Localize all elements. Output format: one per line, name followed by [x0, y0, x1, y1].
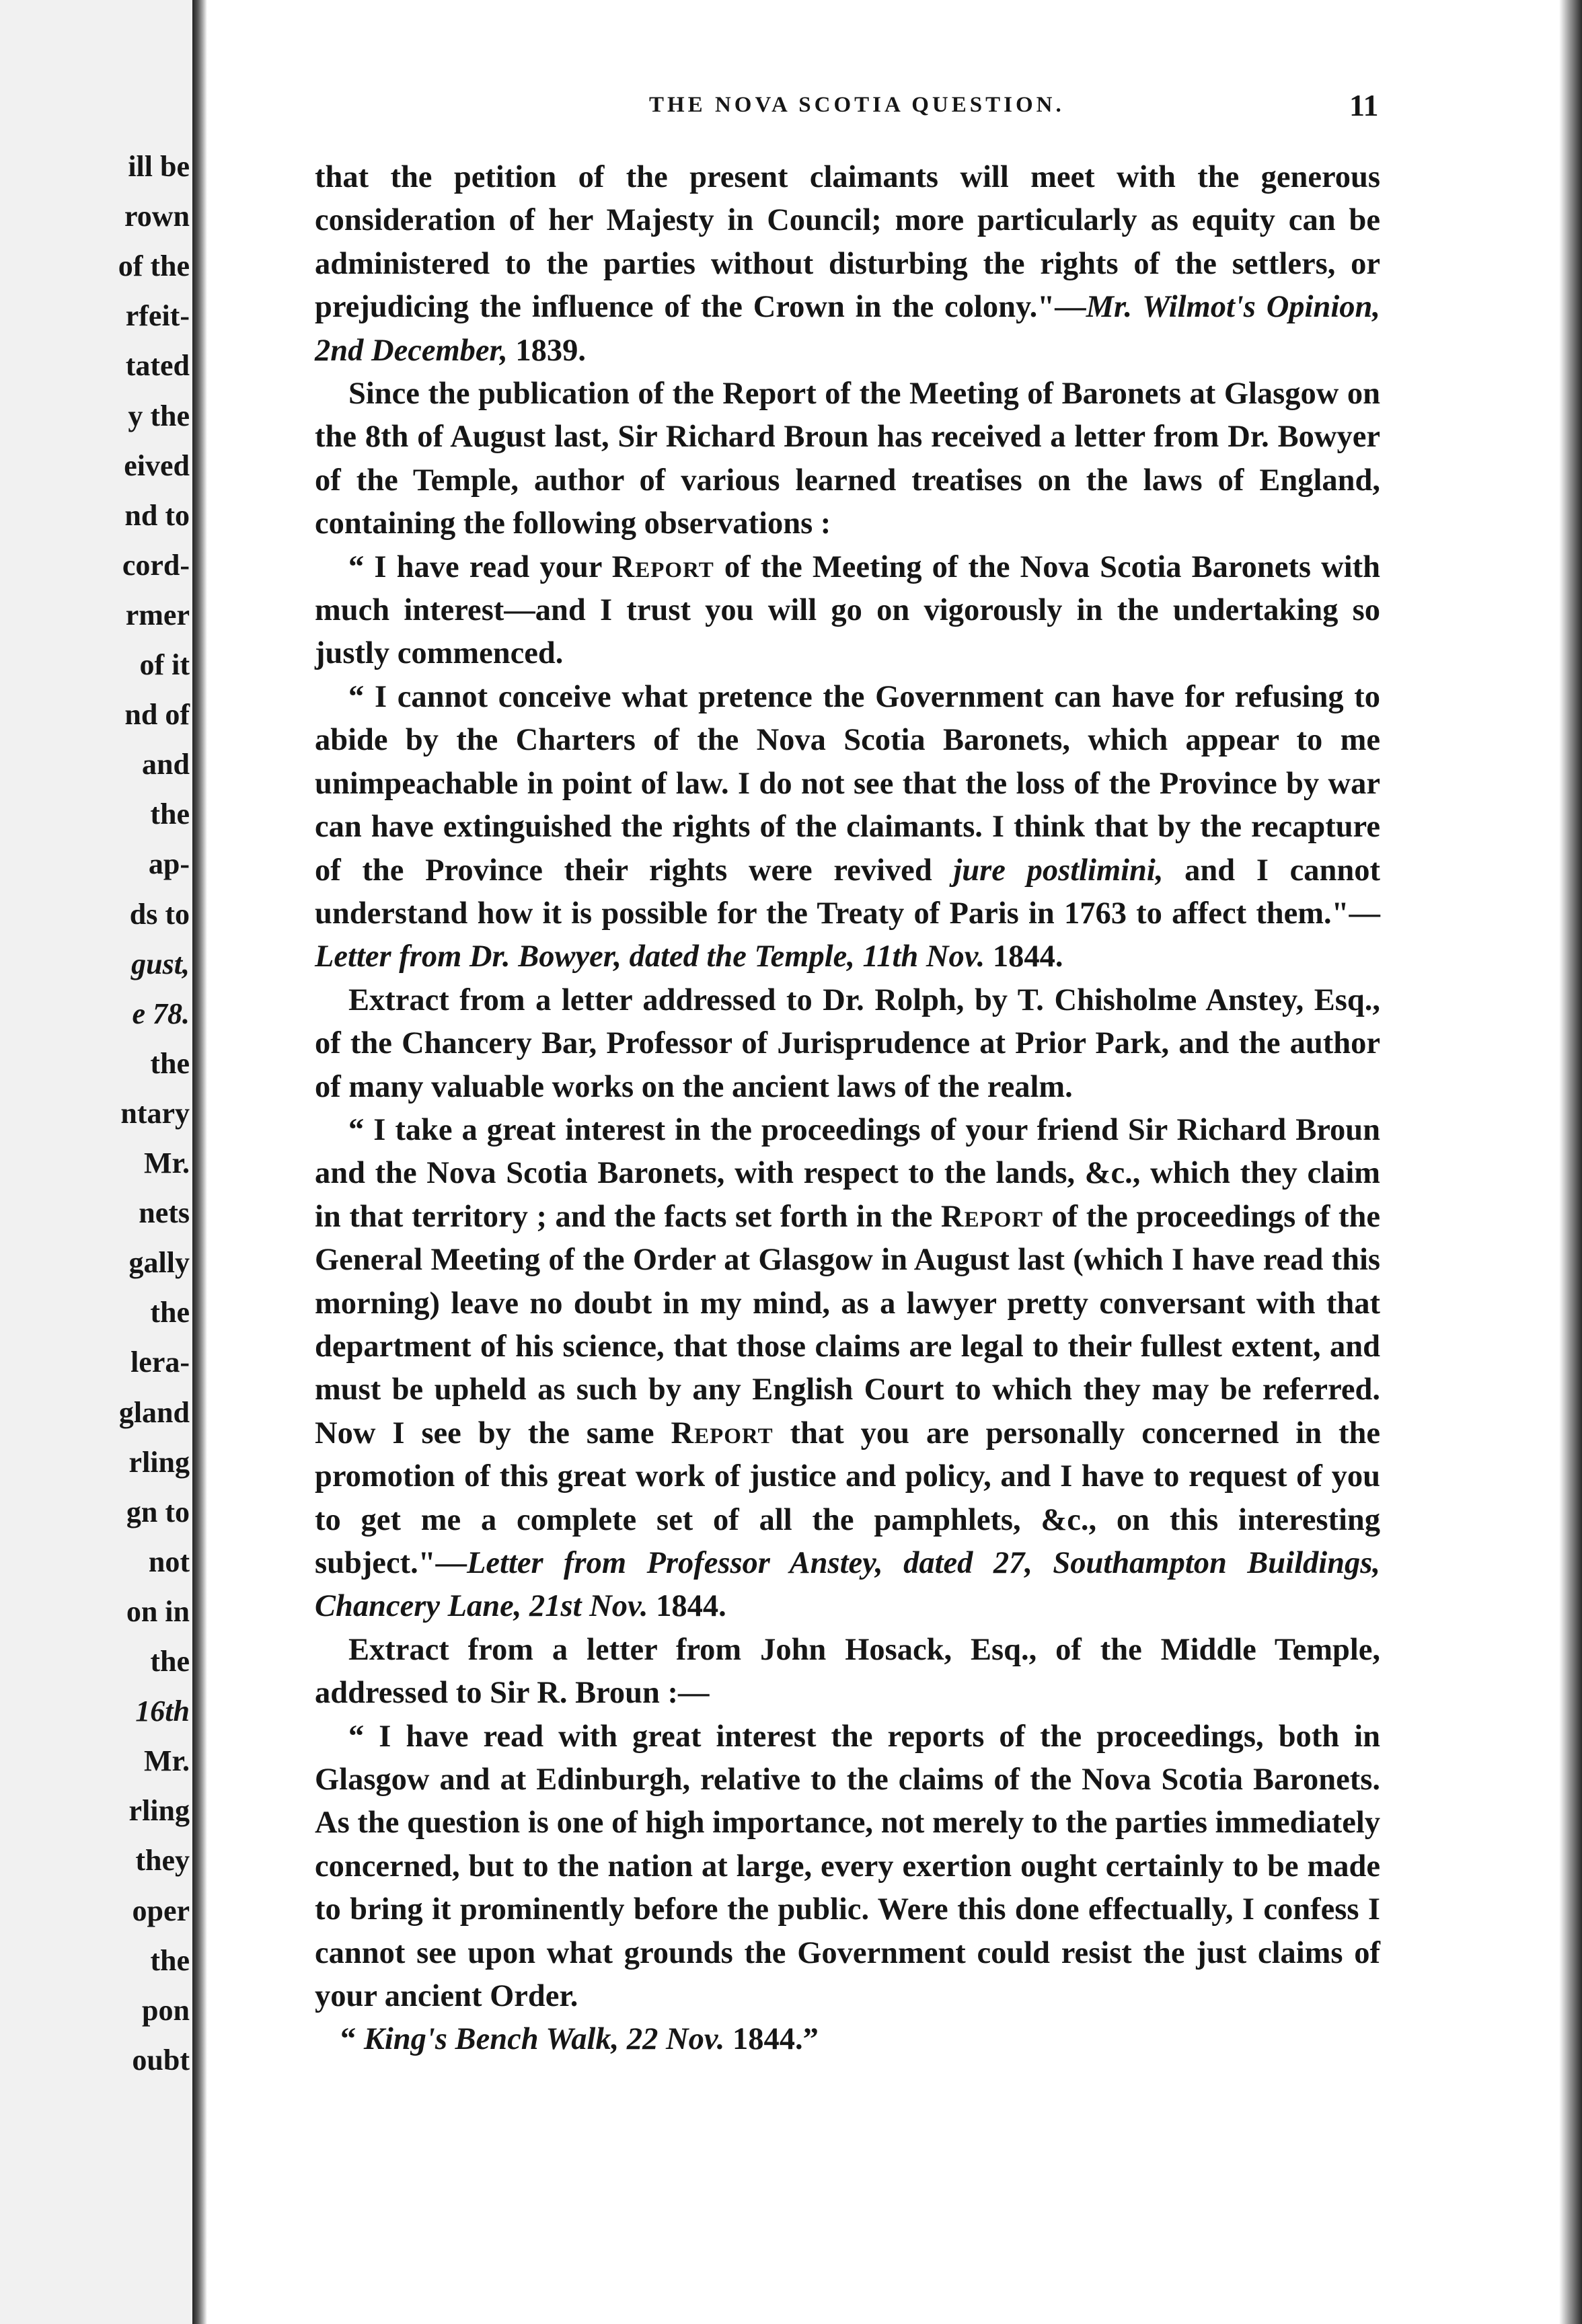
left-margin-fragment: the	[150, 1296, 190, 1329]
report-smallcaps: Report	[611, 549, 714, 584]
left-margin-fragment: y the	[128, 399, 190, 432]
left-margin-fragment: ds to	[129, 898, 190, 931]
left-margin-fragment: rling	[128, 1794, 190, 1827]
paragraph-3: “ I have read your Report of the Meeting of the Nova Scotia Baronets with much interest—and I trust you will go on vigorously in the undertaking so justly commenced.	[315, 549, 1380, 671]
left-margin-fragment: of it	[139, 648, 190, 681]
left-margin-fragment: ntary	[120, 1097, 190, 1130]
left-margin-fragment: cord-	[122, 549, 190, 582]
citation: Mr. Wilmot's Opinion, 2nd December,	[315, 290, 1380, 368]
left-margin-fragment: 16th	[135, 1695, 190, 1728]
paragraph-6: “ I take a great interest in the proceedings of your friend Sir Richard Broun and the Nova Scotia Baronets, with respect to the lands, &c., which they claim in that territory ; and the facts set forth in the Report of the proceedings of the General Meeting of the Order at Glasgow in August last (which I have read this morning) leave no doubt in my mind, as a lawyer pretty conversant with that department of his science, that those claims are legal to their fullest extent, and must be upheld as such by any English Court to which they may be referred. Now I see by the same Report that you are personally concerned in the promotion of this great work of justice and policy, and I have to request of you to get me a complete set of all the pamphlets, &c., on this interesting subject."—Letter from Professor Anstey, dated 27, Southampton Buildings, Chancery Lane, 21st Nov. 1844.	[315, 1112, 1381, 1624]
left-margin-fragment: oubt	[132, 2044, 190, 2077]
report-smallcaps: Report	[671, 1416, 774, 1450]
left-margin-fragment: oper	[132, 1894, 190, 1927]
left-margin-fragment: the	[150, 798, 190, 830]
left-margin-fragment: the	[150, 1645, 190, 1678]
citation: Letter from Dr. Bowyer, dated the Temple, 11th Nov.	[315, 939, 985, 974]
paragraph-7: Extract from a letter from John Hosack, Esq., of the Middle Temple, addressed to Sir R. Broun :—	[315, 1632, 1380, 1711]
left-margin-fragment: rmer	[125, 598, 190, 631]
left-margin-fragment: nd of	[124, 698, 190, 731]
page-body	[315, 156, 1380, 2062]
left-margin-fragment: gally	[128, 1246, 190, 1279]
left-margin-fragment: they	[135, 1844, 190, 1877]
left-margin-fragment: ill be	[128, 150, 190, 183]
left-margin-fragment: nd to	[124, 499, 190, 532]
left-margin-fragment: on in	[126, 1595, 190, 1628]
page-gutter	[192, 0, 207, 2324]
paragraph-8: “ I have read with great interest the reports of the proceedings, both in Glasgow and at Edinburgh, relative to the claims of the Nova Scotia Baronets. As the question is one of high importance, not merely to the parties immediately concerned, but to the nation at large, every exertion ought certainly to be made to bring it prominently before the public. Were this done effectually, I confess I cannot see upon what grounds the Government could resist the just claims of your ancient Order.	[315, 1719, 1380, 2014]
left-margin-fragment: ap-	[148, 847, 190, 880]
left-margin-fragment: eived	[124, 449, 190, 482]
left-margin-fragment: gust,	[131, 947, 190, 980]
left-margin-fragment: tated	[125, 349, 190, 382]
left-margin-fragment: gn to	[126, 1496, 190, 1528]
page-number: 11	[1349, 88, 1379, 122]
page-right-edge	[1559, 0, 1582, 2324]
left-margin-fragment: the	[150, 1944, 190, 1977]
left-margin-fragment: rown	[124, 200, 190, 233]
paragraph-5: Extract from a letter addressed to Dr. Rolph, by T. Chisholme Anstey, Esq., of the Chancery Bar, Professor of Jurisprudence at Prior Park, and the author of many valuable works on the ancient laws of the realm.	[315, 982, 1380, 1104]
left-margin-fragment: rling	[128, 1446, 190, 1479]
left-margin-fragment: the	[150, 1047, 190, 1080]
paragraph-1: that the petition of the present claimants will meet with the generous consideration of her Majesty in Council; more particularly as equity can be administered to the parties without disturbing the rights of the settlers, or prejudicing the influence of the Crown in the colony."—Mr. Wilmot's Opinion, 2nd December, 1839.	[315, 160, 1380, 368]
left-margin-fragment: not	[148, 1545, 190, 1578]
citation: Letter from Professor Anstey, dated 27, Southampton Buildings, Chancery Lane, 21st Nov.	[315, 1546, 1380, 1624]
left-margin-fragment: e 78.	[132, 997, 190, 1030]
left-margin-fragment: nets	[139, 1196, 190, 1229]
running-head: THE NOVA SCOTIA QUESTION.	[649, 93, 1065, 117]
paragraph-2: Since the publication of the Report of the Meeting of Baronets at Glasgow on the 8th of August last, Sir Richard Broun has received a letter from Dr. Bowyer of the Temple, author of various learned treatises on the laws of England, containing the following observations :	[315, 377, 1380, 541]
left-margin-fragment: and	[142, 748, 190, 781]
left-margin-fragment: rfeit-	[125, 299, 190, 332]
latin-phrase: jure postlimini,	[953, 853, 1164, 888]
left-margin-fragment: Mr.	[143, 1147, 190, 1179]
signature-place: King's Bench Walk, 22 Nov.	[363, 2022, 725, 2057]
left-margin-fragment: gland	[118, 1396, 190, 1429]
left-margin-fragment: of the	[118, 249, 190, 282]
letter-signature: “ King's Bench Walk, 22 Nov. 1844.”	[340, 2022, 819, 2057]
report-smallcaps: Report	[940, 1199, 1043, 1234]
left-margin-fragment: pon	[142, 1994, 190, 2027]
previous-page-margin	[0, 0, 202, 2324]
left-margin-fragment: lera-	[130, 1346, 190, 1379]
paragraph-4: “ I cannot conceive what pretence the Government can have for refusing to abide by the Charters of the Nova Scotia Baronets, which appear to me unimpeachable in point of law. I do not see that the loss of the Province by war can have extinguished the rights of the claimants. I think that by the recapture of the Province their rights were revived jure postlimini, and I cannot understand how it is possible for the Treaty of Paris in 1763 to affect them."—Letter from Dr. Bowyer, dated the Temple, 11th Nov. 1844.	[315, 679, 1380, 974]
left-margin-fragment: Mr.	[143, 1744, 190, 1777]
